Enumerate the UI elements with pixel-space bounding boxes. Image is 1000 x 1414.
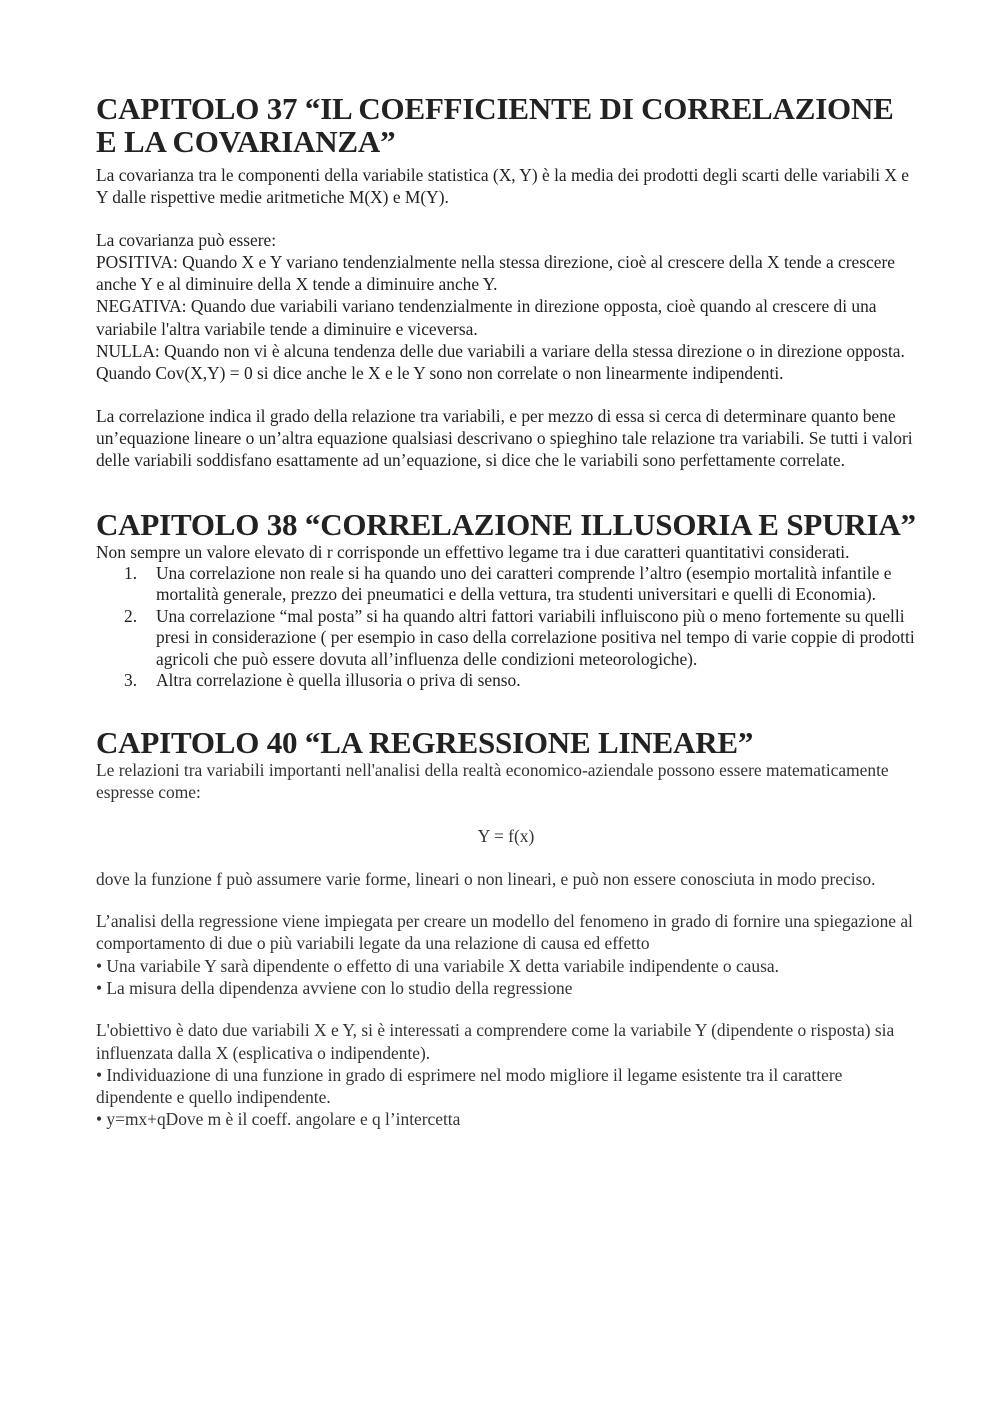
chapter-38-intro: Non sempre un valore elevato di r corrisponde un effettivo legame tra i due caratteri quantitativi considerati. (96, 541, 850, 562)
list-item-number: 2. (124, 605, 138, 626)
chapter-40-title: CAPITOLO 40 “LA REGRESSIONE LINEARE” (96, 724, 754, 760)
correlation-definition: La correlazione indica il grado della relazione tra variabili, e per mezzo di essa si cerca di determinare quanto bene un’equazione lineare o un’altra equazione qualsiasi descrivano o spieghino tale relazione tra variabili. Se tutti i valori delle variabili soddisfano esattamente ad un’equazione, si dice che le variabili sono perfettamente correlate. (96, 405, 913, 471)
bullet-item: • y=mx+qDove m è il coeff. angolare e q l’intercetta (96, 1109, 461, 1130)
list-item-text: Una correlazione “mal posta” si ha quando altri fattori variabili influiscono più o meno fortemente su quelli presi in considerazione ( per esempio in caso della correlazione positiva nel tempo di varie coppie di prodotti agricoli che può essere dovuta all’influenza delle condizioni meteorologiche). (156, 605, 915, 669)
bullet-item: • Una variabile Y sarà dipendente o effetto di una variabile X detta variabile indipendente o causa. (96, 955, 779, 976)
list-item (96, 670, 916, 692)
correlation-list (96, 563, 916, 692)
list-item-text: Una correlazione non reale si ha quando uno dei caratteri comprende l’altro (esempio mortalità infantile e mortalità generale, prezzo dei pneumatici e della vettura, tra studenti universitari e quelli di Economia). (156, 562, 892, 605)
covariance-definition: La covarianza tra le componenti della variabile statistica (X, Y) è la media dei prodotti degli scarti delle variabili X e Y dalle rispettive medie aritmetiche M(X) e M(Y). (96, 165, 910, 208)
covariance-negative: NEGATIVA: Quando due variabili variano tendenzialmente in direzione opposta, cioè quando al crescere di una variabile l'altra variabile tende a diminuire e viceversa. (96, 296, 877, 339)
covariance-types-intro: La covarianza può essere: (96, 229, 277, 250)
chapter-37-title: CAPITOLO 37 “IL COEFFICIENTE DI CORRELAZIONE E LA COVARIANZA” (96, 91, 894, 159)
chapter-37 (96, 92, 916, 472)
bullet-item: • La misura della dipendenza avviene con lo studio della regressione (96, 977, 573, 998)
regression-equation: Y = f(x) (477, 826, 535, 847)
list-item-number: 1. (124, 562, 138, 583)
covariance-null: NULLA: Quando non vi è alcuna tendenza delle due variabili a variare della stessa direzione o in direzione opposta. Quando Cov(X,Y) = 0 si dice anche le X e le Y sono non correlate o non linearmente indipendenti. (96, 341, 905, 384)
regression-analysis-paragraph: L’analisi della regressione viene impiegata per creare un modello del fenomeno in grado di fornire una spiegazione al comportamento di due o più variabili legate da una relazione di causa ed effetto (96, 911, 913, 954)
list-item (96, 606, 916, 671)
covariance-positive: POSITIVA: Quando X e Y variano tendenzialmente nella stessa direzione, cioè al crescere della X tende a crescere anche Y e al diminuire della X tende a diminuire anche Y. (96, 251, 895, 295)
function-description: dove la funzione f può assumere varie forme, lineari o non lineari, e può non essere conosciuta in modo preciso. (96, 868, 876, 889)
list-item (96, 563, 916, 606)
list-item-number: 3. (124, 670, 138, 691)
chapter-38 (96, 508, 916, 692)
list-item-text: Altra correlazione è quella illusoria o priva di senso. (156, 670, 521, 691)
chapter-40-intro: Le relazioni tra variabili importanti nell'analisi della realtà economico-aziendale possono essere matematicamente espresse come: (96, 759, 889, 803)
objective-paragraph: L'obiettivo è dato due variabili X e Y, si è interessati a comprendere come la variabile Y (dipendente o risposta) sia influenzata dalla X (esplicativa o indipendente). (96, 1020, 895, 1063)
document-page (96, 92, 916, 1131)
chapter-38-title: CAPITOLO 38 “CORRELAZIONE ILLUSORIA E SPURIA” (96, 506, 916, 542)
chapter-40 (96, 726, 916, 1131)
bullet-item: • Individuazione di una funzione in grado di esprimere nel modo migliore il legame esistente tra il carattere dipendente e quello indipendente. (96, 1064, 843, 1108)
